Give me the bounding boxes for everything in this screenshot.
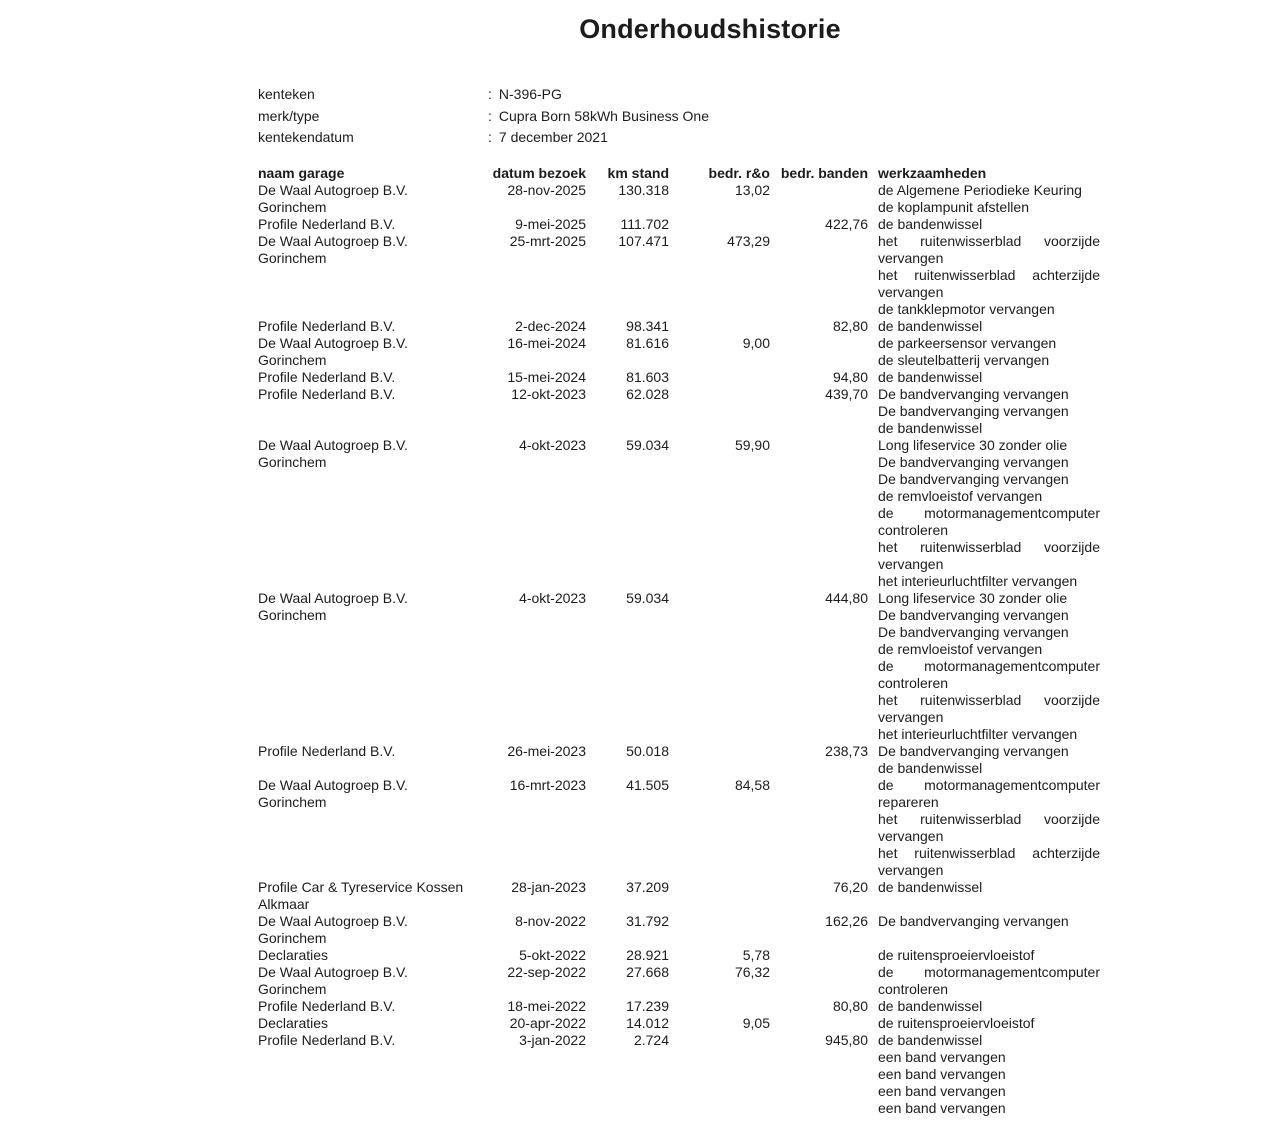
garage-name-line: Profile Nederland B.V.	[258, 998, 396, 1014]
repair-amount-cell: 473,29	[727, 233, 770, 249]
garage-cell	[258, 233, 488, 267]
garage-cell	[258, 777, 488, 811]
meta-separator: :	[488, 107, 492, 124]
vehicle-meta	[258, 84, 709, 149]
work-item: de motormanagementcomputer controleren	[878, 505, 1100, 538]
garage-name-line: De Waal Autogroep B.V.	[258, 777, 408, 793]
garage-cell	[258, 1032, 488, 1049]
work-items-cell	[868, 1032, 1100, 1117]
odometer-cell: 27.668	[626, 964, 669, 980]
visit-date-cell: 12-okt-2023	[511, 386, 586, 402]
odometer-cell: 14.012	[626, 1015, 669, 1031]
table-row	[258, 964, 1100, 998]
garage-name-line: De Waal Autogroep B.V.	[258, 335, 408, 351]
garage-name-line: De Waal Autogroep B.V.	[258, 233, 408, 249]
tyre-amount-cell: 76,20	[832, 879, 868, 895]
table-row	[258, 233, 1100, 318]
work-items-cell	[868, 233, 1100, 318]
work-items-cell	[868, 216, 1100, 233]
repair-amount-cell: 13,02	[734, 182, 770, 198]
garage-cell	[258, 913, 488, 947]
work-item: De bandvervanging vervangen	[878, 471, 1069, 487]
garage-cell	[258, 590, 488, 624]
tyre-amount-cell: 439,70	[825, 386, 868, 402]
work-item: een band vervangen	[878, 1100, 1006, 1116]
work-item: de tankklepmotor vervangen	[878, 301, 1055, 317]
meta-value: 7 december 2021	[498, 129, 608, 145]
table-row	[258, 1032, 1100, 1117]
work-item: het ruitenwisserblad voorzijde vervangen	[878, 692, 1100, 725]
garage-cell	[258, 437, 488, 471]
garage-name-line: De Waal Autogroep B.V.	[258, 913, 408, 929]
garage-cell	[258, 216, 488, 233]
table-row	[258, 777, 1100, 879]
garage-cell	[258, 743, 488, 760]
work-item: een band vervangen	[878, 1083, 1006, 1099]
visit-date-cell: 26-mei-2023	[507, 743, 586, 759]
work-item: de Algemene Periodieke Keuring	[878, 182, 1082, 198]
odometer-cell: 81.603	[626, 369, 669, 385]
visit-date-cell: 3-jan-2022	[519, 1032, 586, 1048]
repair-amount-cell: 9,00	[742, 335, 770, 351]
visit-date-cell: 5-okt-2022	[519, 947, 586, 963]
work-item: De bandvervanging vervangen	[878, 607, 1069, 623]
tyre-amount-cell: 82,80	[832, 318, 868, 334]
garage-name-line: Declaraties	[258, 1015, 329, 1031]
table-row	[258, 743, 1100, 777]
repair-amount-cell: 9,05	[742, 1015, 770, 1031]
work-item: het ruitenwisserblad voorzijde vervangen	[878, 539, 1100, 572]
garage-name-line: Declaraties	[258, 947, 329, 963]
work-item: De bandvervanging vervangen	[878, 624, 1069, 640]
work-items-cell	[868, 318, 1100, 335]
column-header-km-stand: km stand	[607, 165, 669, 181]
maintenance-table	[258, 165, 1100, 1117]
visit-date-cell: 22-sep-2022	[507, 964, 586, 980]
meta-row-kenteken	[258, 84, 709, 106]
work-item: het ruitenwisserblad voorzijde vervangen	[878, 811, 1100, 844]
visit-date-cell: 2-dec-2024	[515, 318, 586, 334]
work-items-cell	[868, 335, 1100, 369]
work-item: het ruitenwisserblad achterzijde vervangen	[878, 845, 1100, 878]
odometer-cell: 107.471	[618, 233, 669, 249]
garage-name-line: Profile Nederland B.V.	[258, 1032, 396, 1048]
meta-value: N-396-PG	[498, 86, 562, 102]
visit-date-cell: 18-mei-2022	[507, 998, 586, 1014]
table-row	[258, 216, 1100, 233]
garage-cell	[258, 318, 488, 335]
work-items-cell	[868, 386, 1100, 437]
meta-label: merk/type	[258, 107, 320, 124]
repair-amount-cell: 59,90	[734, 437, 770, 453]
garage-cell	[258, 335, 488, 369]
work-item: het ruitenwisserblad achterzijde vervangen	[878, 267, 1100, 300]
meta-label: kentekendatum	[258, 129, 354, 145]
column-header-bedr-ro: bedr. r&o	[708, 165, 770, 181]
repair-amount-cell: 76,32	[734, 964, 770, 980]
tyre-amount-cell: 422,76	[825, 216, 868, 232]
work-item: de bandenwissel	[878, 879, 983, 895]
repair-amount-cell: 84,58	[734, 777, 770, 793]
garage-name-line: De Waal Autogroep B.V.	[258, 964, 408, 980]
column-header-bedr-banden: bedr. banden	[780, 165, 868, 181]
meta-separator: :	[488, 86, 492, 102]
table-header-row	[258, 165, 1100, 182]
garage-name-line: De Waal Autogroep B.V.	[258, 590, 408, 606]
table-row	[258, 879, 1100, 913]
garage-name-line: De Waal Autogroep B.V.	[258, 182, 408, 198]
meta-row-kentekendatum	[258, 127, 709, 149]
work-item: de bandenwissel	[878, 216, 983, 232]
work-item: de bandenwissel	[878, 369, 983, 385]
work-item: de bandenwissel	[878, 998, 983, 1014]
work-item: de ruitensproeiervloeistof	[878, 947, 1035, 963]
garage-name-line: Gorinchem	[258, 607, 327, 623]
work-items-cell	[868, 998, 1100, 1015]
table-row	[258, 182, 1100, 216]
odometer-cell: 98.341	[626, 318, 669, 334]
garage-cell	[258, 386, 488, 403]
column-header-naam-garage: naam garage	[258, 165, 345, 181]
visit-date-cell: 9-mei-2025	[515, 216, 586, 232]
meta-label: kenteken	[258, 86, 315, 102]
garage-cell	[258, 1015, 488, 1032]
table-body	[258, 182, 1100, 1117]
work-item: de bandenwissel	[878, 1032, 983, 1048]
work-item: de bandenwissel	[878, 420, 983, 436]
work-item: de ruitensproeiervloeistof	[878, 1015, 1035, 1031]
garage-name-line: Gorinchem	[258, 199, 327, 215]
work-item: een band vervangen	[878, 1066, 1006, 1082]
meta-value: Cupra Born 58kWh Business One	[498, 107, 709, 124]
visit-date-cell: 16-mrt-2023	[509, 777, 586, 793]
tyre-amount-cell: 80,80	[832, 998, 868, 1014]
visit-date-cell: 28-jan-2023	[511, 879, 586, 895]
odometer-cell: 37.209	[626, 879, 669, 895]
garage-name-line: Profile Nederland B.V.	[258, 743, 396, 759]
table-row	[258, 386, 1100, 437]
meta-separator: :	[488, 129, 492, 145]
work-item: Long lifeservice 30 zonder olie	[878, 590, 1068, 606]
odometer-cell: 59.034	[626, 590, 669, 606]
odometer-cell: 50.018	[626, 743, 669, 759]
garage-cell	[258, 182, 488, 216]
tyre-amount-cell: 444,80	[825, 590, 868, 606]
work-item: De bandvervanging vervangen	[878, 403, 1069, 419]
work-item: de bandenwissel	[878, 318, 983, 334]
work-item: de bandenwissel	[878, 760, 983, 776]
garage-cell	[258, 879, 488, 913]
garage-name-line: Profile Nederland B.V.	[258, 216, 396, 232]
odometer-cell: 2.724	[633, 1032, 669, 1048]
odometer-cell: 17.239	[626, 998, 669, 1014]
work-item: het ruitenwisserblad voorzijde vervangen	[878, 233, 1100, 266]
work-item: Long lifeservice 30 zonder olie	[878, 437, 1068, 453]
garage-name-line: Profile Nederland B.V.	[258, 318, 396, 334]
tyre-amount-cell: 94,80	[832, 369, 868, 385]
visit-date-cell: 20-apr-2022	[509, 1015, 586, 1031]
tyre-amount-cell: 238,73	[825, 743, 868, 759]
garage-name-line: Gorinchem	[258, 352, 327, 368]
column-header-datum-bezoek: datum bezoek	[492, 165, 586, 181]
work-item: De bandvervanging vervangen	[878, 913, 1069, 929]
page-title: Onderhoudshistorie	[579, 14, 841, 44]
work-items-cell	[868, 743, 1100, 777]
table-row	[258, 335, 1100, 369]
work-item: De bandvervanging vervangen	[878, 386, 1069, 402]
work-item: een band vervangen	[878, 1049, 1006, 1065]
table-row	[258, 947, 1100, 964]
garage-name-line: Alkmaar	[258, 896, 310, 912]
visit-date-cell: 25-mrt-2025	[509, 233, 586, 249]
tyre-amount-cell: 945,80	[825, 1032, 868, 1048]
visit-date-cell: 8-nov-2022	[515, 913, 586, 929]
repair-amount-cell: 5,78	[742, 947, 770, 963]
odometer-cell: 28.921	[626, 947, 669, 963]
work-item: de remvloeistof vervangen	[878, 641, 1043, 657]
garage-name-line: Gorinchem	[258, 930, 327, 946]
work-item: de sleutelbatterij vervangen	[878, 352, 1050, 368]
odometer-cell: 81.616	[626, 335, 669, 351]
work-item: de motormanagementcomputer controleren	[878, 658, 1100, 691]
work-item: de remvloeistof vervangen	[878, 488, 1043, 504]
odometer-cell: 31.792	[626, 913, 669, 929]
visit-date-cell: 28-nov-2025	[507, 182, 586, 198]
table-row	[258, 318, 1100, 335]
garage-name-line: Gorinchem	[258, 981, 327, 997]
work-items-cell	[868, 947, 1100, 964]
work-item: de parkeersensor vervangen	[878, 335, 1057, 351]
table-row	[258, 913, 1100, 947]
odometer-cell: 130.318	[618, 182, 669, 198]
tyre-amount-cell: 162,26	[825, 913, 868, 929]
table-row	[258, 998, 1100, 1015]
meta-row-merk-type	[258, 106, 709, 128]
garage-name-line: Profile Car & Tyreservice Kossen	[258, 879, 464, 895]
work-items-cell	[868, 1015, 1100, 1032]
visit-date-cell: 16-mei-2024	[507, 335, 586, 351]
work-items-cell	[868, 879, 1100, 896]
column-header-werkzaamheden: werkzaamheden	[878, 165, 987, 181]
visit-date-cell: 4-okt-2023	[519, 590, 586, 606]
garage-name-line: Gorinchem	[258, 794, 327, 810]
odometer-cell: 111.702	[620, 216, 669, 232]
work-items-cell	[868, 182, 1100, 216]
garage-cell	[258, 964, 488, 998]
work-item: De bandvervanging vervangen	[878, 743, 1069, 759]
table-row	[258, 369, 1100, 386]
garage-name-line: Gorinchem	[258, 454, 327, 470]
work-item: de motormanagementcomputer controleren	[878, 964, 1100, 997]
table-row	[258, 590, 1100, 743]
work-items-cell	[868, 913, 1100, 930]
odometer-cell: 59.034	[626, 437, 669, 453]
work-items-cell	[868, 964, 1100, 998]
garage-name-line: Profile Nederland B.V.	[258, 386, 396, 402]
garage-name-line: De Waal Autogroep B.V.	[258, 437, 408, 453]
work-item: De bandvervanging vervangen	[878, 454, 1069, 470]
work-item: het interieurluchtfilter vervangen	[878, 573, 1078, 589]
work-items-cell	[868, 590, 1100, 743]
garage-cell	[258, 998, 488, 1015]
visit-date-cell: 15-mei-2024	[507, 369, 586, 385]
work-items-cell	[868, 369, 1100, 386]
garage-name-line: Gorinchem	[258, 250, 327, 266]
visit-date-cell: 4-okt-2023	[519, 437, 586, 453]
work-item: de motormanagementcomputer repareren	[878, 777, 1100, 810]
work-items-cell	[868, 777, 1100, 879]
odometer-cell: 41.505	[626, 777, 669, 793]
work-item: de koplampunit afstellen	[878, 199, 1029, 215]
garage-cell	[258, 369, 488, 386]
table-row	[258, 1015, 1100, 1032]
odometer-cell: 62.028	[626, 386, 669, 402]
table-row	[258, 437, 1100, 590]
work-item: het interieurluchtfilter vervangen	[878, 726, 1078, 742]
garage-name-line: Profile Nederland B.V.	[258, 369, 396, 385]
garage-cell	[258, 947, 488, 964]
work-items-cell	[868, 437, 1100, 590]
